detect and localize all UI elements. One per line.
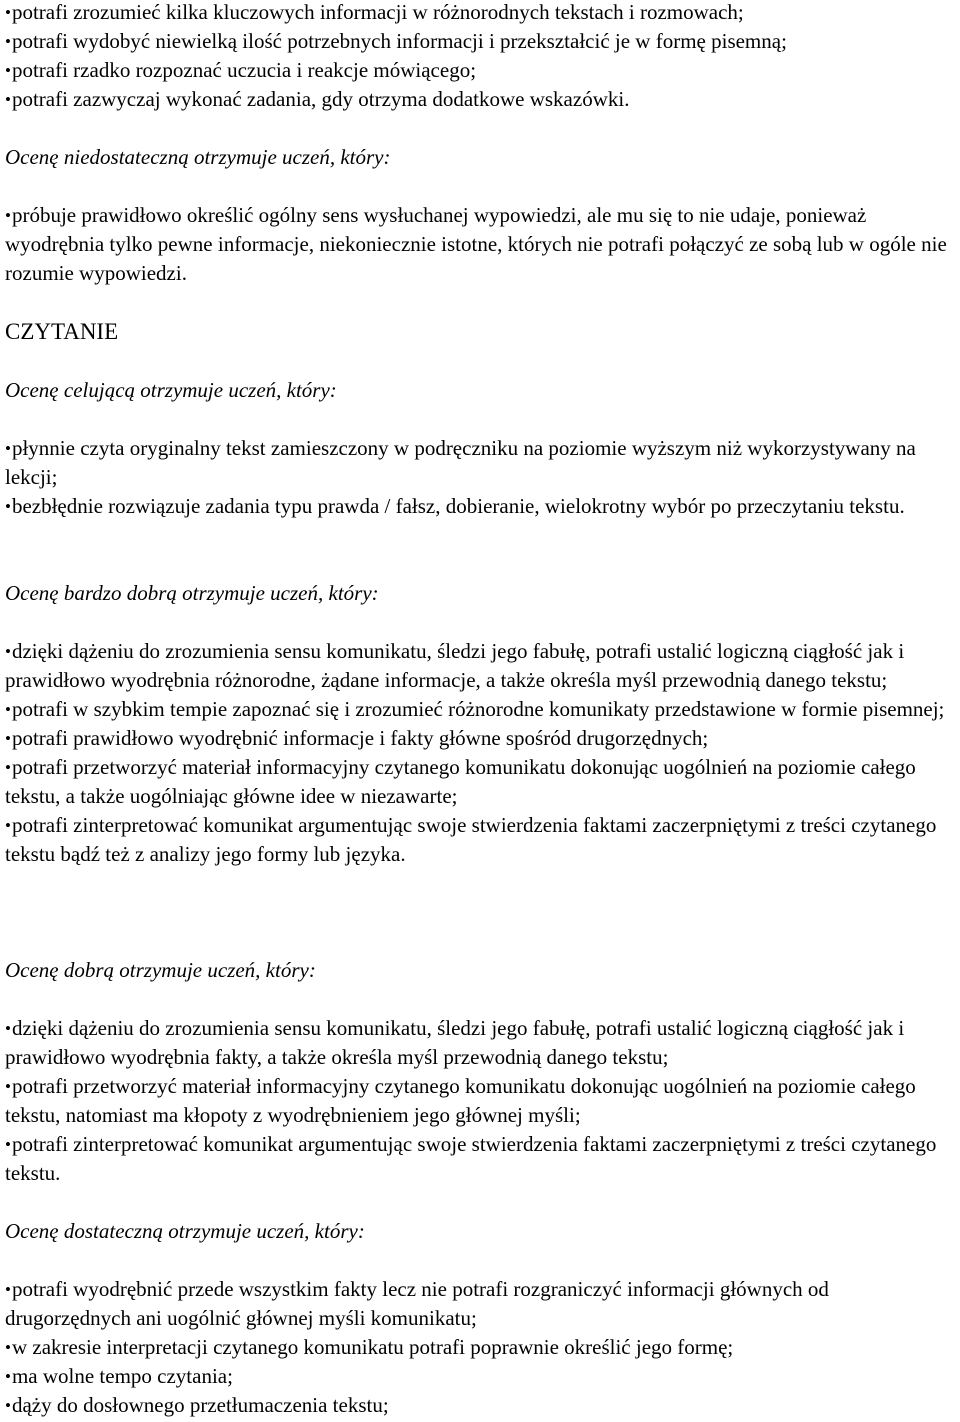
bullet-icon: • (5, 642, 11, 661)
list-item: •potrafi rzadko rozpoznać uczucia i reakcje mówiącego; (5, 58, 477, 82)
bullet-icon: • (5, 1077, 11, 1096)
list-block-sufficient (5, 1275, 960, 1420)
list-item: •potrafi zinterpretować komunikat argumentując swoje stwierdzenia faktami zaczerpniętymi z treści czytanego tekstu. (5, 1132, 937, 1185)
list-block-very-good (5, 637, 960, 869)
bullet-icon: • (5, 61, 11, 80)
bullet-icon: • (5, 497, 11, 516)
grade-heading-very-good: Ocenę bardzo dobrą otrzymuje uczeń, który: (5, 581, 379, 605)
bullet-icon: • (5, 1338, 11, 1357)
bullet-icon: • (5, 1135, 11, 1154)
bullet-icon: • (5, 1280, 11, 1299)
list-item: •próbuje prawidłowo określić ogólny sens wysłuchanej wypowiedzi, ale mu się to nie udaje, ponieważ wyodrębnia tylko pewne informacje, niekoniecznie istotne, których nie potrafi połączyć ze sobą lub w ogóle nie rozumie wypowiedzi. (5, 203, 947, 285)
bullet-icon: • (5, 729, 11, 748)
grade-heading-good: Ocenę dobrą otrzymuje uczeń, który: (5, 958, 316, 982)
list-block-0 (5, 0, 960, 114)
section-title: CZYTANIE (5, 319, 119, 344)
list-block-insufficient (5, 201, 960, 288)
list-item: •potrafi zazwyczaj wykonać zadania, gdy otrzyma dodatkowe wskazówki. (5, 87, 630, 111)
list-item: •potrafi przetworzyć materiał informacyjny czytanego komunikatu dokonując uogólnień na poziomie całego tekstu, natomiast ma kłopoty z wyodrębnieniem jego głównej myśli; (5, 1074, 916, 1127)
list-item: •płynnie czyta oryginalny tekst zamieszczony w podręczniku na poziomie wyższym niż wykorzystywany na lekcji; (5, 436, 916, 489)
list-item: •potrafi zrozumieć kilka kluczowych informacji w różnorodnych tekstach i rozmowach; (5, 0, 744, 24)
bullet-icon: • (5, 816, 11, 835)
list-item: •potrafi wydobyć niewielką ilość potrzebnych informacji i przekształcić je w formę pisemną; (5, 29, 787, 53)
bullet-icon: • (5, 32, 11, 51)
list-item: •dąży do dosłownego przetłumaczenia tekstu; (5, 1393, 389, 1417)
bullet-icon: • (5, 3, 11, 22)
list-item: •bezbłędnie rozwiązuje zadania typu prawda / fałsz, dobieranie, wielokrotny wybór po przeczytaniu tekstu. (5, 494, 905, 518)
list-item: •dzięki dążeniu do zrozumienia sensu komunikatu, śledzi jego fabułę, potrafi ustalić logiczną ciągłość jak i prawidłowo wyodrębnia fakty, a także określa myśl przewodnią danego tekstu; (5, 1016, 905, 1069)
list-item: •dzięki dążeniu do zrozumienia sensu komunikatu, śledzi jego fabułę, potrafi ustalić logiczną ciągłość jak i prawidłowo wyodrębnia różnorodne, żądane informacje, a także określa myśl przewodnią danego tekstu; (5, 639, 905, 692)
bullet-icon: • (5, 1367, 11, 1386)
list-item: •potrafi w szybkim tempie zapoznać się i zrozumieć różnorodne komunikaty przedstawione w formie pisemnej; (5, 697, 945, 721)
bullet-icon: • (5, 1019, 11, 1038)
list-block-excellent (5, 434, 960, 521)
list-item: •potrafi prawidłowo wyodrębnić informacje i fakty główne spośród drugorzędnych; (5, 726, 709, 750)
list-item: •potrafi przetworzyć materiał informacyjny czytanego komunikatu dokonując uogólnień na poziomie całego tekstu, a także uogólniając główne idee w niezawarte; (5, 755, 916, 808)
bullet-icon: • (5, 206, 11, 225)
grade-heading-insufficient: Ocenę niedostateczną otrzymuje uczeń, który: (5, 145, 391, 169)
list-item: •potrafi wyodrębnić przede wszystkim fakty lecz nie potrafi rozgraniczyć informacji głównych od drugorzędnych ani uogólnić głównej myśli komunikatu; (5, 1277, 829, 1330)
list-block-good (5, 1014, 960, 1188)
bullet-icon: • (5, 758, 11, 777)
list-item: •potrafi zinterpretować komunikat argumentując swoje stwierdzenia faktami zaczerpniętymi z treści czytanego tekstu bądź też z analizy jego formy lub języka. (5, 813, 937, 866)
grade-heading-excellent: Ocenę celującą otrzymuje uczeń, który: (5, 378, 337, 402)
bullet-icon: • (5, 439, 11, 458)
bullet-icon: • (5, 1396, 11, 1415)
bullet-icon: • (5, 700, 11, 719)
grade-heading-sufficient: Ocenę dostateczną otrzymuje uczeń, który: (5, 1219, 365, 1243)
list-item: •ma wolne tempo czytania; (5, 1364, 233, 1388)
bullet-icon: • (5, 90, 11, 109)
list-item: •w zakresie interpretacji czytanego komunikatu potrafi poprawnie określić jego formę; (5, 1335, 734, 1359)
